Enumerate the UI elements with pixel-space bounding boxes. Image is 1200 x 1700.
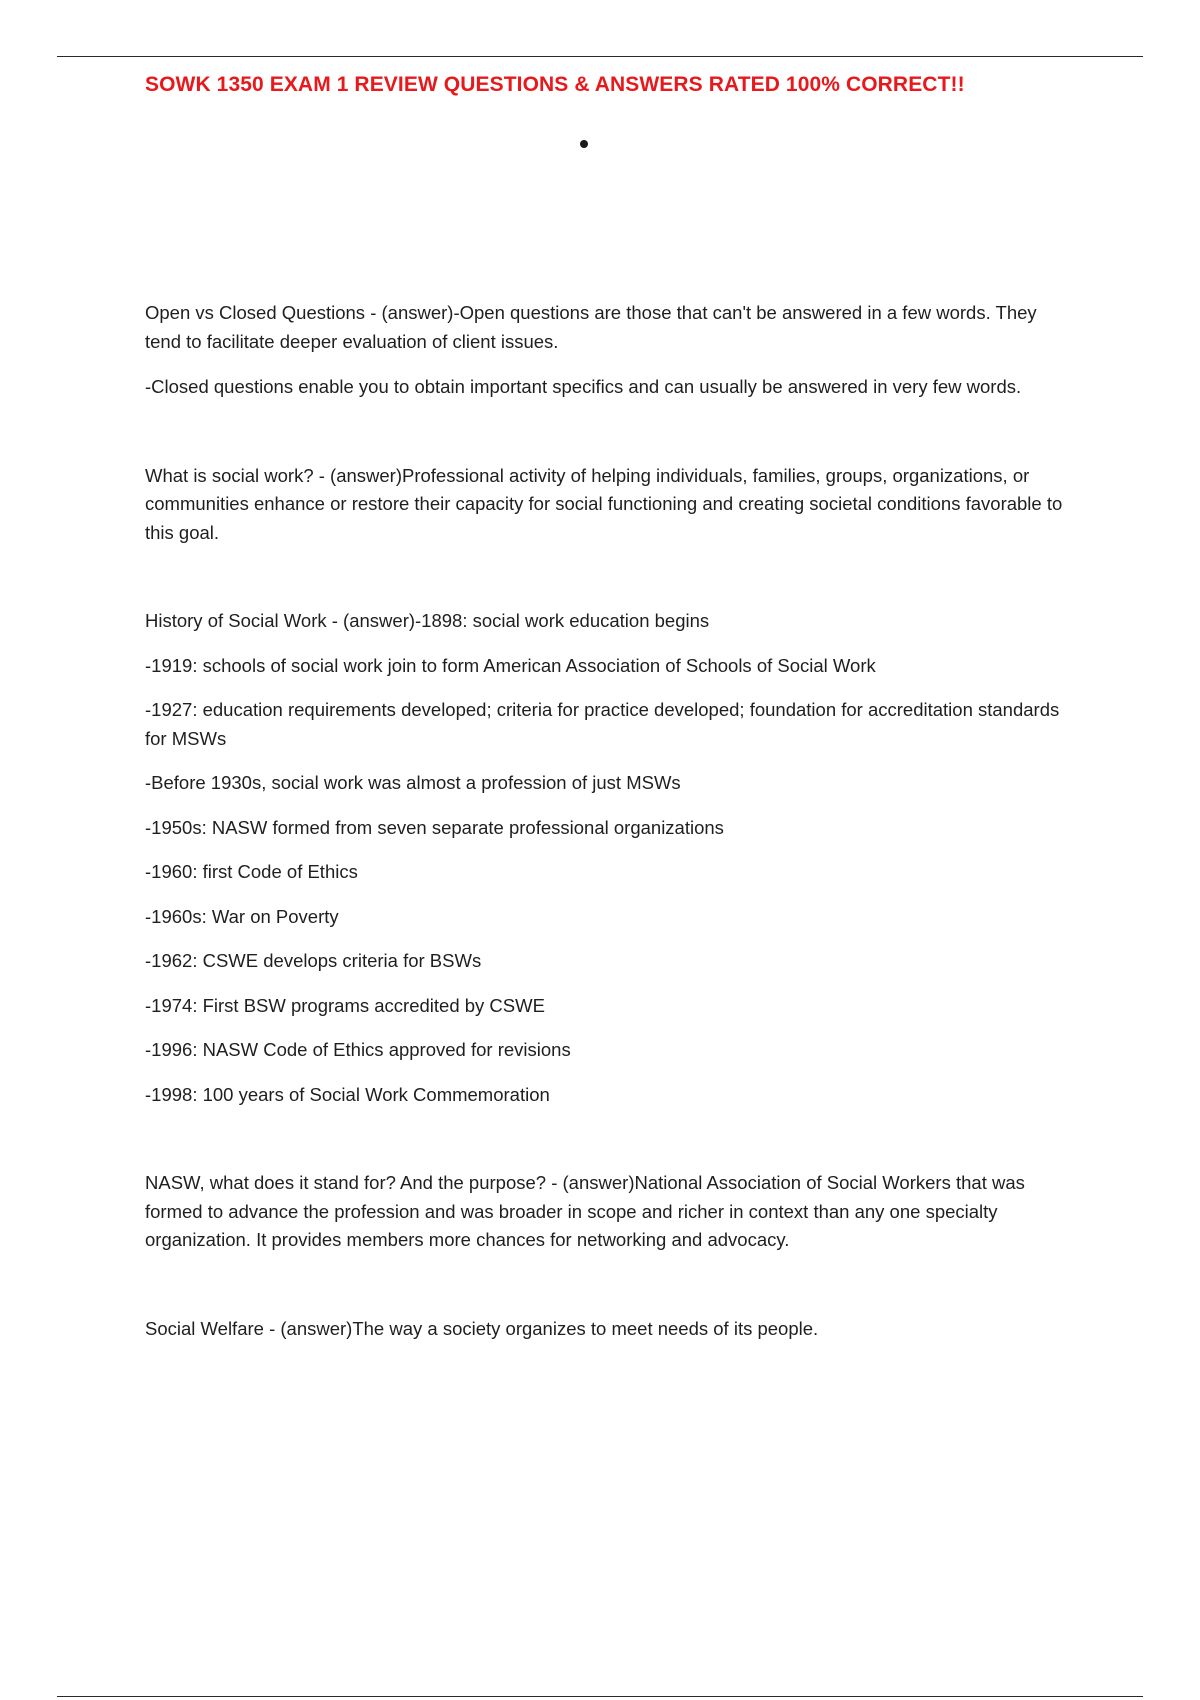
history-item: -1950s: NASW formed from seven separate professional organizations — [145, 816, 724, 838]
qa-paragraph: NASW, what does it stand for? And the purpose? - (answer)National Association of Social Workers that was formed to advance the profession and was broader in scope and richer in context than any one specialty organization. It provides members more chances for networking and advocacy. — [145, 1172, 1025, 1250]
history-item: -1919: schools of social work join to form American Association of Schools of Social Work — [145, 654, 876, 676]
history-item: -1962: CSWE develops criteria for BSWs — [145, 950, 482, 971]
qa-history-of-social-work — [145, 607, 1075, 1109]
qa-paragraph: Open vs Closed Questions - (answer)-Open questions are those that can't be answered in a few words. They tend to facilitate deeper evaluation of client issues. — [145, 302, 1037, 352]
history-item: -1974: First BSW programs accredited by CSWE — [145, 994, 545, 1016]
history-item: -1960s: War on Poverty — [145, 905, 339, 927]
bottom-rule — [57, 1696, 1143, 1697]
top-rule — [57, 56, 1143, 57]
document-body — [145, 299, 1075, 1403]
history-item: -Before 1930s, social work was almost a profession of just MSWs — [145, 772, 681, 793]
qa-what-is-social-work — [145, 462, 1075, 548]
qa-paragraph: -Closed questions enable you to obtain important specifics and can usually be answered in very few words. — [145, 376, 1022, 397]
history-item: -1927: education requirements developed; criteria for practice developed; foundation for accreditation standards for MSWs — [145, 699, 1060, 749]
qa-nasw — [145, 1169, 1075, 1255]
qa-paragraph: Social Welfare - (answer)The way a society organizes to meet needs of its people. — [145, 1317, 819, 1339]
history-item: History of Social Work - (answer)-1898: social work education begins — [145, 610, 710, 631]
history-item: -1960: first Code of Ethics — [145, 861, 358, 882]
history-item: -1998: 100 years of Social Work Commemoration — [145, 1083, 550, 1105]
qa-paragraph: What is social work? - (answer)Professional activity of helping individuals, families, groups, organizations, or communities enhance or restore their capacity for social functioning and creating societal conditions favorable to this goal. — [145, 464, 1063, 543]
page-title: SOWK 1350 EXAM 1 REVIEW QUESTIONS & ANSWERS RATED 100% CORRECT!! — [145, 73, 965, 96]
qa-social-welfare — [145, 1315, 1075, 1344]
history-item: -1996: NASW Code of Ethics approved for revisions — [145, 1039, 571, 1060]
qa-open-vs-closed — [145, 299, 1075, 402]
bullet-dot — [580, 140, 588, 148]
